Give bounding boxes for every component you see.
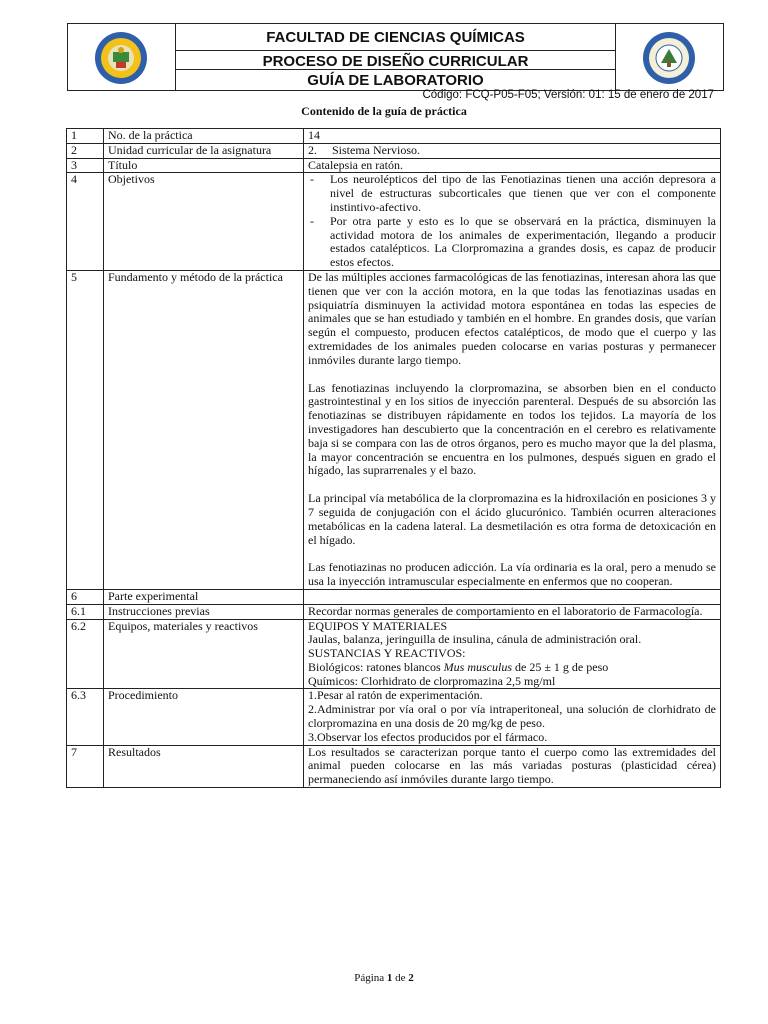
paragraph: Las fenotiazinas incluyendo la clorpromazina, se absorben bien en el conducto gastrointestinal y en los sitios de inyección parenteral. Después de su absorción las fenotiazinas se distribuyen rápidamente en todos los tejidos. La mayoría de los investigadores han descubierto que la concentración en el cerebro es relativamente baja si se compara con las de otros órganos, pero es mucho mayor que la del plasma, la mayor concentración se encuentra en los pulmones, después siguen en grado el hígado, las suprarrenales y el bazo.: [308, 380, 716, 478]
logo-left-cell: [68, 24, 176, 90]
row-number: 6: [67, 589, 104, 604]
curricular-unit-value: 2. Sistema Nervioso.: [304, 143, 721, 158]
paragraph: De las múltiples acciones farmacológicas de las fenotiazinas, interesan ahora las que tienen que ver con la acción motora, en la que todas las fenotiazinas usadas en psiquiatría disminuyen la actividad motora espontánea en todas las especies de animales que se han estudiado y también en el hombre. En grandes dosis, que varían según el compuesto, producen efectos catalépticos, de modo que el cuerpo y las extremidades de los animales pueden colocarse en varias posturas y permanecer inmóviles durante largo tiempo.: [308, 269, 716, 367]
row-label: Equipos, materiales y reactivos: [104, 619, 304, 689]
objectives-list: [308, 173, 716, 270]
table-row: [67, 143, 721, 158]
table-row: [67, 129, 721, 144]
paragraph: Las fenotiazinas no producen adicción. La vía ordinaria es la oral, pero a menudo se usa la inyección intramuscular especialmente en enfermos que no cooperan.: [308, 560, 716, 589]
page-number: 1: [386, 972, 393, 984]
biological-line: [308, 661, 716, 675]
chemical-line: Químicos: Clorhidrato de clorpromazina 2,5 mg/ml: [308, 673, 556, 688]
row-label: Parte experimental: [104, 589, 304, 604]
page-total: 2: [408, 972, 414, 984]
logo-right-cell: [615, 24, 723, 90]
row-label: Procedimiento: [104, 689, 304, 745]
row-label: Unidad curricular de la asignatura: [104, 143, 304, 158]
equipment-list: Jaulas, balanza, jeringuilla de insulina, cánula de administración oral.: [308, 632, 642, 647]
table-row: [67, 270, 721, 589]
row-number: 5: [67, 270, 104, 589]
title-value: Catalepsia en ratón.: [304, 158, 721, 173]
table-row: [67, 173, 721, 271]
species-name: Mus musculus: [443, 659, 512, 674]
table-row: [67, 589, 721, 604]
procedure-step: 2.Administrar por vía oral o por vía intraperitoneal, una solución de clorhidrato de clorpromazina en una dosis de 20 mg/kg de peso.: [308, 702, 716, 731]
objectives-content: [304, 173, 721, 271]
university-seal-right-icon: [642, 31, 696, 85]
row-number: 1: [67, 129, 104, 144]
footer-mid: de: [392, 972, 409, 984]
reagents-heading: SUSTANCIAS Y REACTIVOS:: [308, 646, 466, 661]
row-label: Resultados: [104, 745, 304, 787]
table-row: [67, 619, 721, 689]
footer-prefix: Página: [354, 972, 387, 984]
results-value: Los resultados se caracterizan porque tanto el cuerpo como las extremidades del animal pueden colocarse en las más variadas posturas (plasticidad cérea) permaneciendo así inmóviles durante largo tiempo.: [304, 745, 721, 787]
list-item: - Por otra parte y esto es lo que se observará en la práctica, disminuyen la actividad motora de los animales de experimentación, llegando a producir estados catalépticos. La Clorpromazina a grandes dosis, es capaz de producir estos efectos.: [308, 215, 716, 270]
paragraph: La principal vía metabólica de la clorpromazina es la hidroxilación en posiciones 3 y 7 seguida de conjugación con el ácido glucurónico. También ocurren alteraciones metabólicas en la cadena lateral. La desmetilación es otra forma de detoxicación en el hígado.: [308, 491, 716, 547]
university-seal-left-icon: [94, 31, 148, 85]
row-number: 3: [67, 158, 104, 173]
faculty-title: FACULTAD DE CIENCIAS QUÍMICAS: [266, 29, 525, 46]
procedure-content: [304, 689, 721, 745]
row-number: 4: [67, 173, 104, 271]
table-row: [67, 745, 721, 787]
foundation-content: [304, 270, 721, 589]
procedure-step: 1.Pesar al ratón de experimentación.: [308, 688, 483, 703]
guide-title: GUÍA DE LABORATORIO: [176, 69, 615, 91]
document-header: [67, 23, 724, 91]
table-row: [67, 158, 721, 173]
document-code: Código: FCQ-P05-F05; Versión: 01: 15 de enero de 2017: [422, 89, 714, 101]
practice-number-value: 14: [304, 129, 721, 144]
document-heading: Contenido de la guía de práctica: [301, 104, 467, 118]
table-row: [67, 689, 721, 745]
row-number: 6.1: [67, 604, 104, 619]
list-item: - Los neurolépticos del tipo de las Fenotiazinas tienen una acción depresora a nivel de estructuras subcorticales que tienen que ver con el componente instintivo-afectivo.: [308, 173, 716, 214]
prior-instructions-value: Recordar normas generales de comportamiento en el laboratorio de Farmacología.: [304, 604, 721, 619]
page-footer: [0, 972, 768, 984]
row-number: 7: [67, 745, 104, 787]
biological-weight: de 25 ± 1 g de peso: [512, 659, 609, 674]
row-number: 6.3: [67, 689, 104, 745]
practice-guide-table: [66, 128, 721, 788]
row-label: Objetivos: [104, 173, 304, 271]
row-label: No. de la práctica: [104, 129, 304, 144]
row-number: 2: [67, 143, 104, 158]
experimental-part-value: [304, 589, 721, 604]
table-row: [67, 604, 721, 619]
procedure-step: 3.Observar los efectos producidos por el fármaco.: [308, 729, 548, 744]
biological-text: Biológicos: ratones blancos: [308, 659, 444, 674]
equipment-heading: EQUIPOS Y MATERIALES: [308, 618, 448, 633]
equipment-content: [304, 619, 721, 689]
row-label: Título: [104, 158, 304, 173]
process-title: PROCESO DE DISEÑO CURRICULAR: [176, 50, 615, 72]
row-label: Fundamento y método de la práctica: [104, 270, 304, 589]
row-number: 6.2: [67, 619, 104, 689]
row-label: Instrucciones previas: [104, 604, 304, 619]
